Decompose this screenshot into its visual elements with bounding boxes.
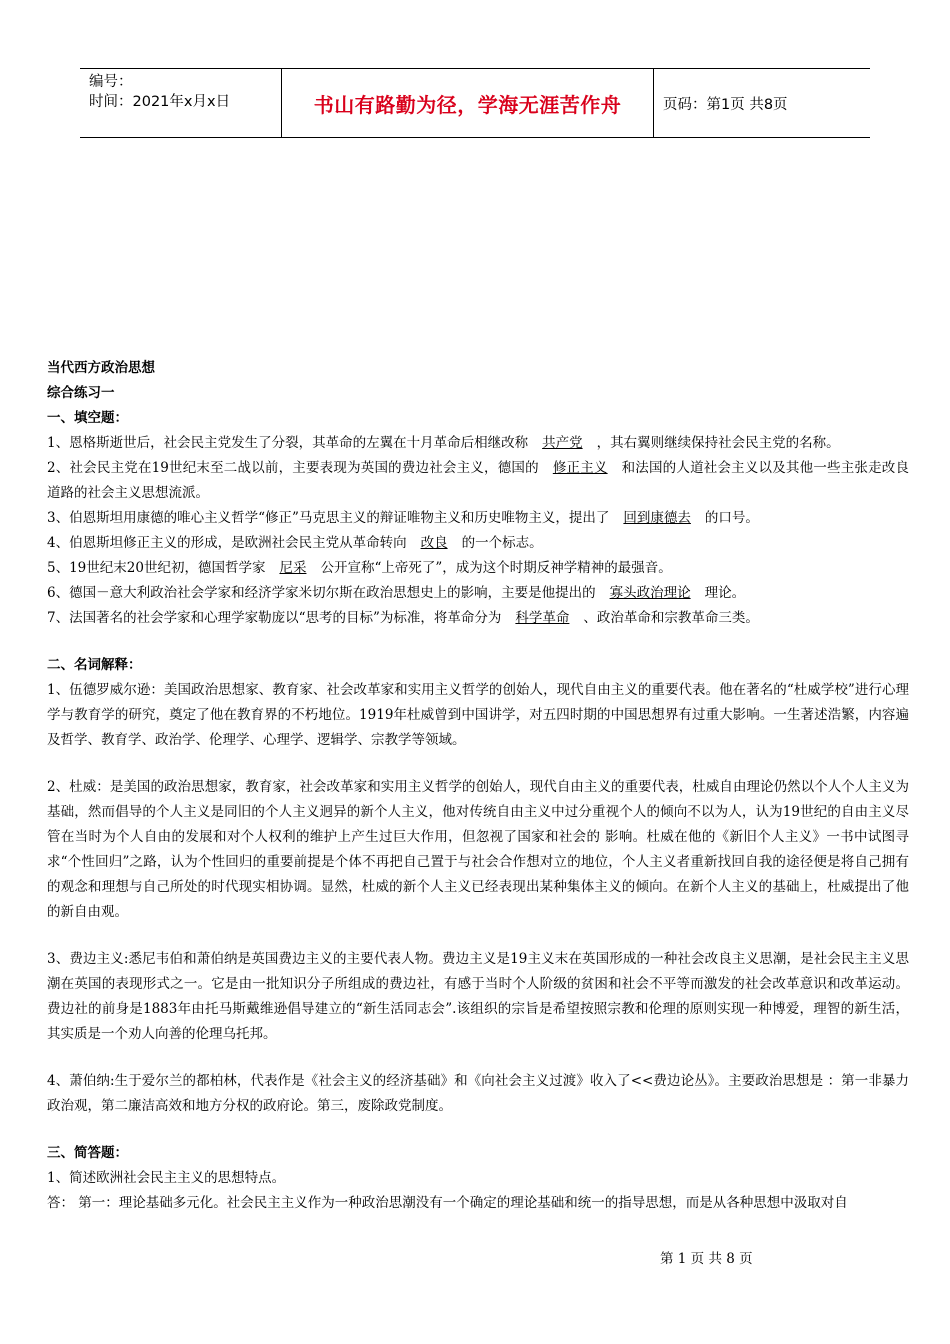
answer-blank: 尼采 xyxy=(279,560,307,576)
answer-blank: 科学革命 xyxy=(515,610,570,626)
term-item: 3、费边主义:悉尼韦伯和萧伯纳是英国费边主义的主要代表人物。费边主义是19主义末在英国形成的一种社会改良主义思潮，是社会民主主义思潮在英国的表现形式之一。它是由一批知识分子所组成的费边社，有感于当时个人阶级的贫困和社会不平等而激发的社会改革意识和改革运动。费边社的前身是1883年由托马斯戴维逊倡导建立的“新生活同志会”.该组织的宗旨是希望按照宗教和伦理的原则实现一种博爱，理智的新生活，其实质是一个劝人向善的伦理乌托邦。 xyxy=(47,951,909,1042)
answer: 答： 第一：理论基础多元化。社会民主主义作为一种政治思潮没有一个确定的理论基础和统一的指导思想，而是从各种思想中汲取对自 xyxy=(47,1195,848,1211)
item-text: ，其右翼则继续保持社会民主党的名称。 xyxy=(596,435,840,451)
header-table xyxy=(80,68,870,138)
number-label: 编号： xyxy=(89,74,133,90)
fill-blank-item xyxy=(47,531,909,556)
section3-heading: 三、简答题： xyxy=(47,1145,128,1161)
fill-blank-item xyxy=(47,606,909,631)
fill-blank-list xyxy=(47,431,909,631)
item-text: 的口号。 xyxy=(704,510,759,526)
fill-blank-item xyxy=(47,506,909,531)
item-text: 2、社会民主党在19世纪末至二战以前，主要表现为英国的费边社会主义，德国的 xyxy=(47,460,539,476)
item-text: 、政治革命和宗教革命三类。 xyxy=(583,610,759,626)
term-item: 4、萧伯纳:生于爱尔兰的都柏林，代表作是《社会主义的经济基础》和《向社会主义过渡》收入了<<费边论丛》。主要政治思想是 ：第一非暴力政治观，第二廉洁高效和地方分权的政府论。第三，废除政党制度。 xyxy=(47,1073,909,1114)
header-motto: 书山有路勤为径，学海无涯苦作舟 xyxy=(281,69,654,137)
answer-blank: 寡头政治理论 xyxy=(609,585,691,601)
fill-blank-item xyxy=(47,581,909,606)
document-body xyxy=(47,356,909,1216)
item-text: 的一个标志。 xyxy=(461,535,543,551)
section2-heading: 二、名词解释： xyxy=(47,657,142,673)
term-item: 2、杜威：是美国的政治思想家，教育家，社会改革家和实用主义哲学的创始人，现代自由主义的重要代表，杜威自由理论仍然以个人个人主义为基础，然而倡导的个人主义是同旧的个人主义迥异的新个人主义，他对传统自由主义中过分重视个人的倾向不以为人，认为19世纪的自由主义尽管在当时为个人自由的发展和对个人权利的维护上产生过巨大作用，但忽视了国家和社会的 影响。杜威在他的《新旧个人主义》一书中试图寻求“个性回归”之路，认为个性回归的重要前提是个体不再把自己置于与社会合作想对立的地位，个人主义者重新找回自我的途径便是将自己拥有的观念和理想与自己所处的时代现实相协调。显然，杜威的新个人主义已经表现出某种集体主义的倾向。在新个人主义的基础上，杜威提出了他的新自由观。 xyxy=(47,779,909,920)
item-text: 7、法国著名的社会学家和心理学家勒庞以“思考的目标”为标准，将革命分为 xyxy=(47,610,502,626)
question: 1、简述欧洲社会民主主义的思想特点。 xyxy=(47,1170,286,1186)
header-left-cell xyxy=(80,69,281,137)
fill-blank-item xyxy=(47,456,909,506)
document-subtitle: 综合练习一 xyxy=(47,385,115,401)
item-text: 和法国的人道社会主义以及其他一些主张走改良道路的社会主义思想流派。 xyxy=(47,460,909,501)
item-text: 5、19世纪末20世纪初，德国哲学家 xyxy=(47,560,266,576)
item-text: 4、伯恩斯坦修正主义的形成，是欧洲社会民主党从革命转向 xyxy=(47,535,407,551)
fill-blank-item xyxy=(47,431,909,456)
term-item: 1、伍德罗威尔逊：美国政治思想家、教育家、社会改革家和实用主义哲学的创始人，现代自由主义的重要代表。他在著名的“杜威学校”进行心理学与教育学的研究，奠定了他在教育界的不朽地位。1919年杜威曾到中国讲学，对五四时期的中国思想界有过重大影响。一生著述浩繁，内容遍及哲学、教育学、政治学、伦理学、心理学、逻辑学、宗教学等领域。 xyxy=(47,682,909,748)
time-label: 时间：2021年x月x日 xyxy=(89,94,231,110)
item-text: 公开宣称“上帝死了”，成为这个时期反神学精神的最强音。 xyxy=(320,560,672,576)
header-page-label: 页码：第1页 共8页 xyxy=(663,96,788,113)
page-footer: 第 1 页 共 8 页 xyxy=(660,1251,753,1267)
item-text: 理论。 xyxy=(704,585,746,601)
answer-blank: 修正主义 xyxy=(552,460,608,476)
answer-blank: 改良 xyxy=(420,535,448,551)
answer-blank: 回到康德去 xyxy=(623,510,691,526)
section1-heading: 一、填空题： xyxy=(47,410,128,426)
item-text: 6、德国－意大利政治社会学家和经济学家米切尔斯在政治思想史上的影响，主要是他提出的 xyxy=(47,585,596,601)
item-text: 3、伯恩斯坦用康德的唯心主义哲学“修正”马克思主义的辩证唯物主义和历史唯物主义，提出了 xyxy=(47,510,610,526)
item-text: 1、恩格斯逝世后，社会民主党发生了分裂，其革命的左翼在十月革命后相继改称 xyxy=(47,435,529,451)
fill-blank-item xyxy=(47,556,909,581)
answer-blank: 共产党 xyxy=(542,435,583,451)
document-title: 当代西方政治思想 xyxy=(47,360,155,376)
